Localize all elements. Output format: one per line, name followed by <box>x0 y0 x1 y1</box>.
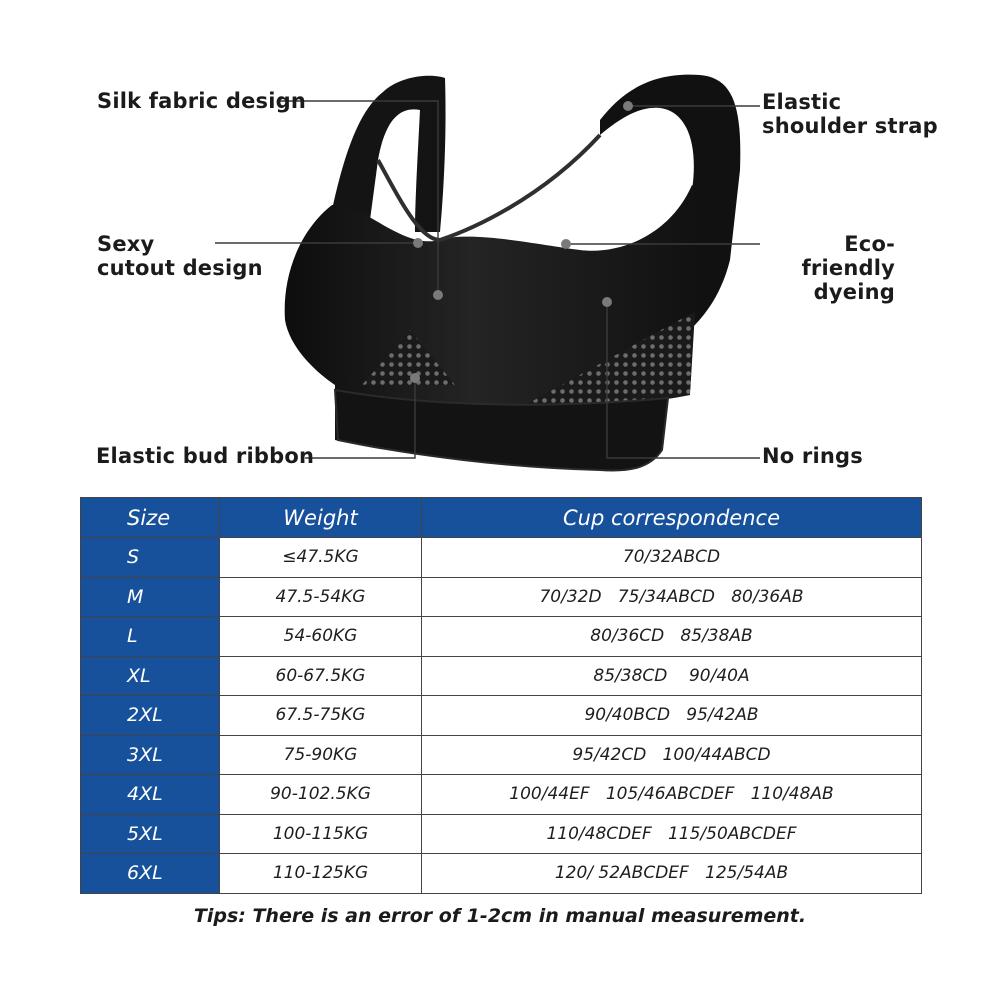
cup-cell: 95/42CD 100/44ABCD <box>422 735 922 775</box>
label-eco-friendly-dyeing: Eco-friendly dyeing <box>801 232 895 305</box>
cup-cell: 110/48CDEF 115/50ABCDEF <box>422 814 922 854</box>
weight-cell: 75-90KG <box>220 735 422 775</box>
label-silk-fabric-design: Silk fabric design <box>97 89 307 113</box>
header-size: Size <box>81 498 220 538</box>
label-no-rings: No rings <box>762 444 863 468</box>
table-row <box>81 538 922 578</box>
table-row <box>81 656 922 696</box>
header-weight: Weight <box>220 498 422 538</box>
size-cell: 3XL <box>81 735 220 775</box>
table-row <box>81 814 922 854</box>
weight-cell: 60-67.5KG <box>220 656 422 696</box>
size-cell: M <box>81 577 220 617</box>
weight-cell: ≤47.5KG <box>220 538 422 578</box>
table-row <box>81 854 922 894</box>
cup-cell: 70/32D 75/34ABCD 80/36AB <box>422 577 922 617</box>
size-cell: 2XL <box>81 696 220 736</box>
cup-cell: 80/36CD 85/38AB <box>422 617 922 657</box>
size-cell: 4XL <box>81 775 220 815</box>
table-row <box>81 696 922 736</box>
size-cell: L <box>81 617 220 657</box>
table-row <box>81 617 922 657</box>
size-chart-table <box>80 497 922 894</box>
size-cell: 5XL <box>81 814 220 854</box>
weight-cell: 110-125KG <box>220 854 422 894</box>
size-cell: XL <box>81 656 220 696</box>
cup-cell: 70/32ABCD <box>422 538 922 578</box>
size-cell: 6XL <box>81 854 220 894</box>
weight-cell: 67.5-75KG <box>220 696 422 736</box>
header-cup-correspondence: Cup correspondence <box>422 498 922 538</box>
size-cell: S <box>81 538 220 578</box>
weight-cell: 90-102.5KG <box>220 775 422 815</box>
weight-cell: 47.5-54KG <box>220 577 422 617</box>
cup-cell: 120/ 52ABCDEF 125/54AB <box>422 854 922 894</box>
table-row <box>81 775 922 815</box>
weight-cell: 100-115KG <box>220 814 422 854</box>
label-elastic-bud-ribbon: Elastic bud ribbon <box>96 444 315 468</box>
weight-cell: 54-60KG <box>220 617 422 657</box>
table-row <box>81 577 922 617</box>
cup-cell: 100/44EF 105/46ABCDEF 110/48AB <box>422 775 922 815</box>
measurement-tips: Tips: There is an error of 1-2cm in manual measurement. <box>193 905 807 927</box>
table-header-row <box>81 498 922 538</box>
table-row <box>81 735 922 775</box>
cup-cell: 90/40BCD 95/42AB <box>422 696 922 736</box>
label-elastic-shoulder-strap: Elastic shoulder strap <box>762 90 938 139</box>
cup-cell: 85/38CD 90/40A <box>422 656 922 696</box>
label-sexy-cutout-design: Sexy cutout design <box>97 232 263 281</box>
bra-garment <box>285 75 741 471</box>
